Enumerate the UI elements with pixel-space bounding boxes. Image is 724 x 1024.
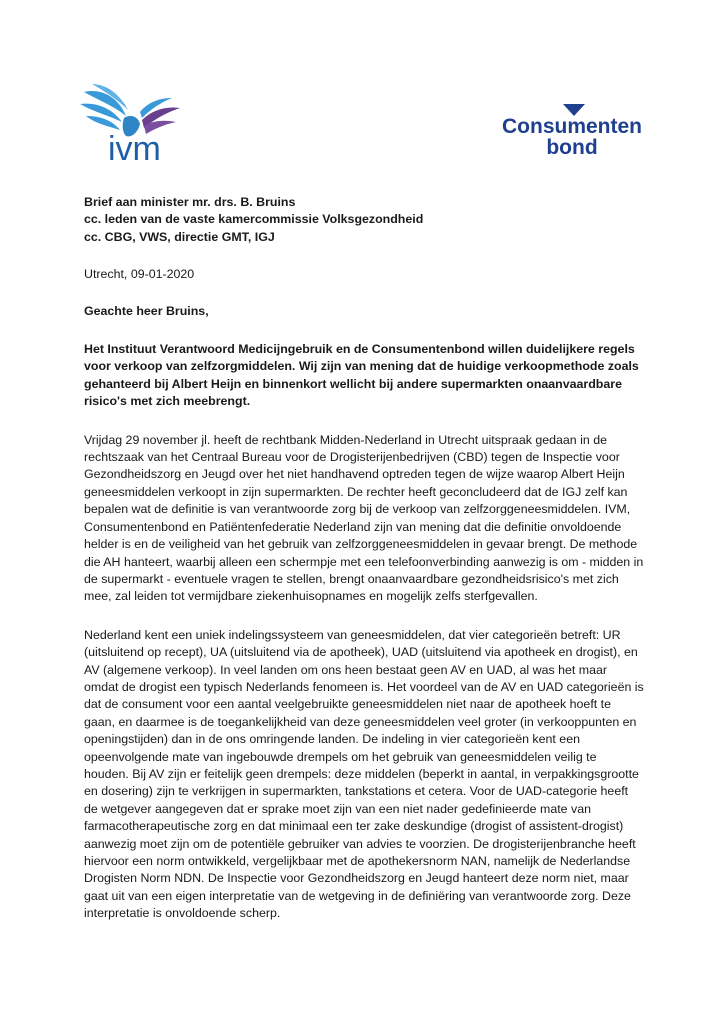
ivm-logo-text: ivm — [108, 130, 161, 168]
paragraph-text: Nederland kent een uniek indelingssysteem van geneesmiddelen, dat vier categorieën betreft: UR (uitsluitend op recept), UA (uitsluitend via de apotheek), UAD (uitsluitend via apotheek en drogist), en AV (algemene verkoop). In veel landen om ons heen bestaat geen AV en UAD, al was het maar omdat de drogist een typisch Nederlands fenomeen is. Het voordeel van de AV en UAD categorieën is dat de consument voor een aantal veelgebruikte geneesmiddelen niet naar de apotheek hoeft te gaan, en daarmee is de toegankelijkheid van deze geneesmiddelen veel groter (in verkooppunten en openingstijden) dan in de ons omringende landen. De indeling in vier categorieën kent een opeenvolgende mate van ingebouwde drempels om het gebruik van geneesmiddelen veilig te houden. Bij AV zijn er feitelijk geen drempels: deze middelen (beperkt in aantal, in verpakkingsgrootte en dosering) zijn te verkrijgen in supermarkten, tankstations et cetera. Voor de UAD-categorie heeft de wetgever aangegeven dat er sprake moet zijn van een niet nader gedefinieerde mate van farmacotherapeutische zorg en dat minimaal een ter zake deskundige (drogist of assistent-drogist) aanwezig moet zijn om de potentiële gebruiker van advies te voorzien. De drogisterijenbranche heeft hiervoor een norm ontwikkeld, vergelijkbaar met de apothekersnorm NAN, namelijk de Nederlandse Drogisten Norm NDN. De Inspectie voor Gezondheidszorg en Jeugd hanteert deze norm niet, maar gaat uit van een eigen interpretatie van de wetgeving in de definiëring van verantwoorde zorg. Deze interpretatie is onvoldoende scherp. — [84, 627, 644, 921]
intro-text: Het Instituut Verantwoord Medicijngebruik en de Consumentenbond willen duidelijkere regels voor verkoop van zelfzorgmiddelen. Wij zijn van mening dat de huidige verkoopmethode zoals gehanteerd bij Albert Heijn en binnenkort wellicht bij andere supermarkten onaanvaardbare risico's met zich meebrengt. — [84, 342, 639, 409]
consumentenbond-logo-line1: Consumenten — [502, 115, 643, 138]
paragraph-categories — [84, 627, 644, 923]
address-line-recipient: Brief aan minister mr. drs. B. Bruins — [84, 195, 296, 209]
address-line-cc-committee: cc. leden van de vaste kamercommissie Volksgezondheid — [84, 212, 424, 227]
address-block — [84, 194, 644, 246]
letter-body — [84, 194, 644, 923]
consumentenbond-logo — [502, 104, 642, 160]
intro-paragraph — [84, 341, 644, 411]
salutation: Geachte heer Bruins, — [84, 303, 209, 318]
paragraph-court-ruling — [84, 432, 644, 606]
address-line-cc-organisations: cc. CBG, VWS, directie GMT, IGJ — [84, 229, 275, 244]
letter-date: Utrecht, 09-01-2020 — [84, 267, 195, 282]
paragraph-text: Vrijdag 29 november jl. heeft de rechtbank Midden-Nederland in Utrecht uitspraak gedaan in de rechtszaak van het Centraal Bureau voor de Drogisterijenbedrijven (CBD) tegen de Inspectie voor Gezondheidszorg en Jeugd over het niet handhavend optreden tegen de wijze waarop Albert Heijn geneesmiddelen verkoopt in zijn supermarkten. De rechter heeft geconcludeerd dat de IGJ zelf kan bepalen wat de definitie is van verantwoorde zorg bij de verkoop van zelfzorggeneesmiddelen. IVM, Consumentenbond en Patiëntenfederatie Nederland zijn van mening dat die definitie onvoldoende helder is en de veiligheid van het gebruik van zelfzorggeneesmiddelen in gevaar brengt. De methode die AH hanteert, waarbij alleen een schermpje met een telefoonverbinding aanwezig is om - midden in de supermarkt - eventuele vragen te stellen, brengt onaanvaardbare gezondheidsrisico's met zich mee, zal leiden tot vermijdbare ziekenhuisopnames en mogelijk zelfs sterfgevallen. — [84, 432, 644, 604]
ivm-logo — [78, 82, 188, 168]
consumentenbond-logo-line2: bond — [546, 136, 598, 159]
